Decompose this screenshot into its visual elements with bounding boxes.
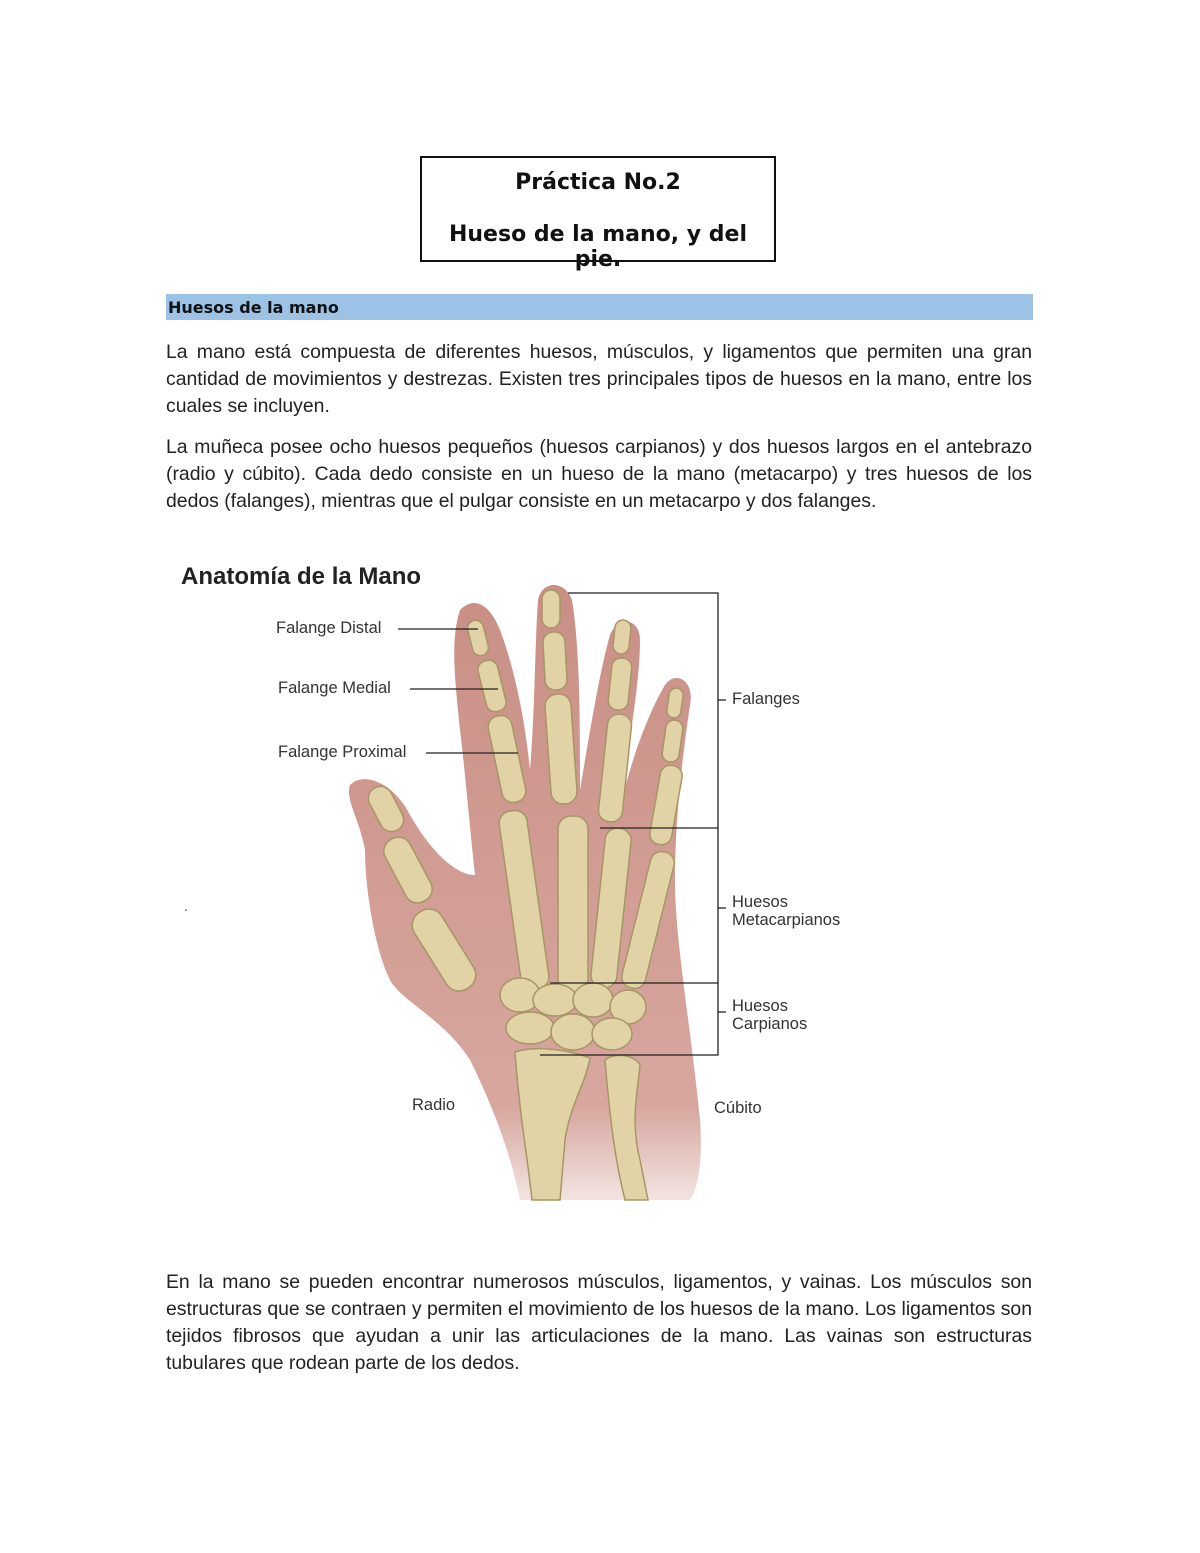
carpal-bone (551, 1014, 595, 1050)
label-radio: Radio (412, 1096, 456, 1114)
label-falange-medial: Falange Medial (278, 679, 391, 697)
label-carpianos-line2: Carpianos (732, 1015, 808, 1033)
label-falanges: Falanges (732, 690, 800, 708)
paragraph-muscles: En la mano se pueden encontrar numerosos músculos, ligamentos, y vainas. Los músculos son estructuras que se contraen y permiten el movimiento de los huesos de la mano. Los ligamentos son tejidos fibrosos que ayudan a unir las articulaciones de la mano. Las vainas son estructuras tubulares que rodean parte de los dedos. (166, 1271, 1032, 1374)
ring-distal-bone (612, 619, 631, 654)
document-title: Práctica No.2 (515, 170, 681, 195)
carpal-bone (573, 983, 613, 1017)
paragraph-intro: La mano está compuesta de diferentes huesos, músculos, y ligamentos que permiten una gran cantidad de movimientos y destrezas. Existen tres principales tipos de huesos en la mano, entre los cuales se incluyen. (166, 341, 1032, 417)
label-metacarpianos-line1: Huesos (732, 893, 788, 911)
label-metacarpianos-line2: Metacarpianos (732, 911, 841, 929)
middle-medial-bone (542, 631, 567, 690)
section-heading: Huesos de la mano (166, 294, 1033, 320)
hand-anatomy-figure (170, 560, 870, 1210)
document-subtitle: Hueso de la mano, y del pie. (448, 222, 747, 272)
hand-illustration (170, 560, 870, 1210)
title-box (420, 156, 776, 272)
label-falange-proximal: Falange Proximal (278, 743, 407, 761)
paragraph-wrist: La muñeca posee ocho huesos pequeños (huesos carpianos) y dos huesos largos en el antebrazo (radio y cúbito). Cada dedo consiste en un hueso de la mano (metacarpo) y tres huesos de los dedos (falanges), mientras que el pulgar consiste en un metacarpo y dos falanges. (166, 436, 1032, 512)
stray-dot: . (184, 898, 188, 914)
carpal-bone (592, 1018, 632, 1050)
carpal-bone (533, 984, 577, 1016)
label-carpianos-line1: Huesos (732, 997, 788, 1015)
middle-distal-bone (542, 590, 560, 628)
carpal-bone (506, 1012, 554, 1044)
middle-metacarpal-bone (558, 816, 588, 992)
label-falange-distal: Falange Distal (276, 619, 382, 637)
figure-title: Anatomía de la Mano (181, 563, 422, 590)
label-cubito: Cúbito (714, 1099, 762, 1117)
